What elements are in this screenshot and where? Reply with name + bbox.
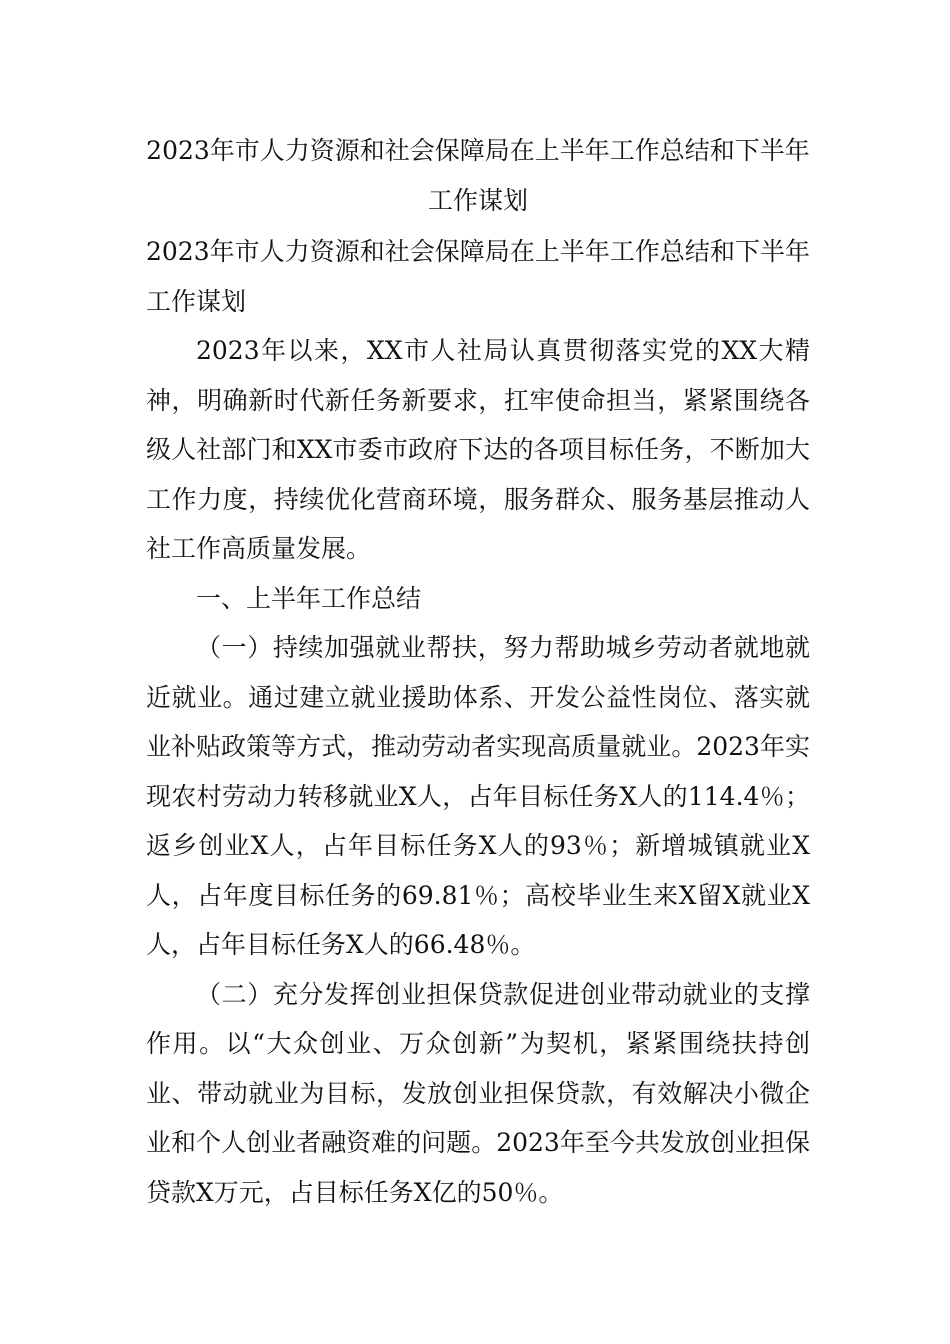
item-paragraph-1: （一）持续加强就业帮扶，努力帮助城乡劳动者就地就近就业。通过建立就业援助体系、开发公益性岗位、落实就业补贴政策等方式，推动劳动者实现高质量就业。2023年实现农村劳动力转移就业X人，占年目标任务X人的114.4％；返乡创业X人，占年目标任务X人的93％；新增城镇就业X人，占年度目标任务的69.81％；高校毕业生来X留X就业X人，占年目标任务X人的66.48％。 bbox=[146, 633, 810, 959]
item-paragraph-2: （二）充分发挥创业担保贷款促进创业带动就业的支撑作用。以“大众创业、万众创新”为契机，紧紧围绕扶持创业、带动就业为目标，发放创业担保贷款，有效解决小微企业和个人创业者融资难的问题。2023年至今共发放创业担保贷款X万元，占目标任务X亿的50％。 bbox=[146, 979, 810, 1207]
intro-paragraph: 2023年以来，XX市人社局认真贯彻落实党的XX大精神，明确新时代新任务新要求，扛牢使命担当，紧紧围绕各级人社部门和XX市委市政府下达的各项目标任务，不断加大工作力度，持续优化营商环境，服务群众、服务基层推动人社工作高质量发展。 bbox=[146, 336, 810, 563]
document-body bbox=[146, 126, 810, 1217]
document-title: 2023年市人力资源和社会保障局在上半年工作总结和下半年工作谋划 bbox=[146, 136, 810, 215]
section-heading: 一、上半年工作总结 bbox=[196, 583, 422, 613]
document-subtitle: 2023年市人力资源和社会保障局在上半年工作总结和下半年工作谋划 bbox=[146, 237, 810, 316]
